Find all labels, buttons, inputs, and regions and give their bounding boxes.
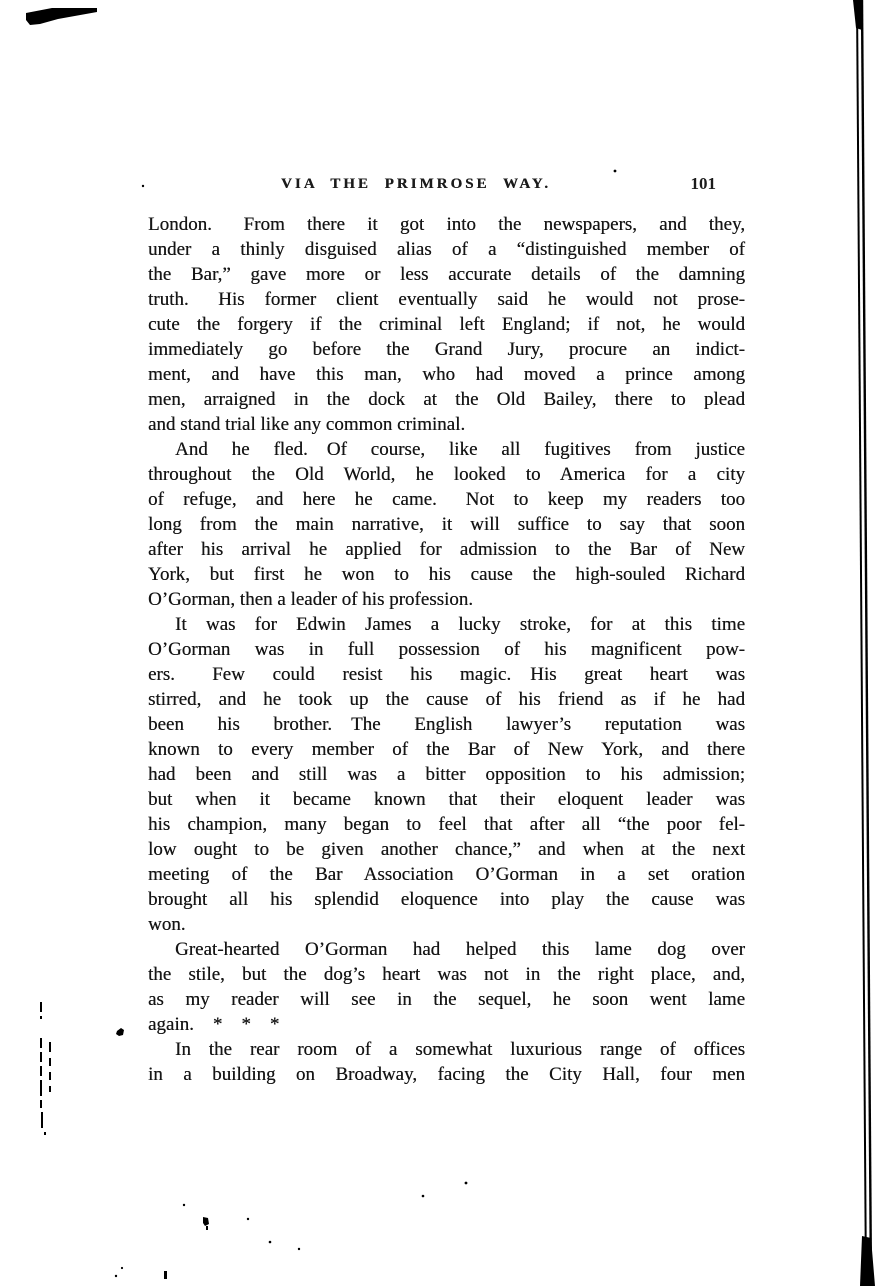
scan-blot-mid-left-icon	[116, 1028, 124, 1036]
text-line: It was for Edwin James a lucky stroke, for at this time	[175, 614, 745, 635]
text-line: throughout the Old World, he looked to America for a city	[148, 464, 745, 485]
text-line: the stile, but the dog’s heart was not in the right place, and,	[148, 964, 745, 985]
text-line: In the rear room of a somewhat luxurious range of offices	[175, 1039, 745, 1060]
text-line: meeting of the Bar Association O’Gorman in a set oration	[148, 864, 745, 885]
text-line: had been and still was a bitter opposition to his admission;	[148, 764, 745, 785]
text-line: stirred, and he took up the cause of his friend as if he had	[148, 689, 745, 710]
page-number: 101	[690, 174, 716, 193]
text-line: and stand trial like any common criminal.	[148, 414, 466, 435]
text-line: in a building on Broadway, facing the City Hall, four men	[148, 1064, 745, 1085]
text-line: his champion, many began to feel that after all “the poor fel-	[148, 814, 745, 835]
running-head	[148, 176, 744, 196]
paragraph	[148, 612, 745, 937]
text-line: O’Gorman, then a leader of his profession.	[148, 589, 474, 610]
text-line: ment, and have this man, who had moved a prince among	[148, 364, 745, 385]
paragraph	[148, 937, 745, 1037]
text-line: immediately go before the Grand Jury, procure an indict-	[148, 339, 745, 360]
text-line: as my reader will see in the sequel, he soon went lame	[148, 989, 745, 1010]
text-line: York, but first he won to his cause the high-souled Richard	[148, 564, 745, 585]
text-line: of refuge, and here he came. Not to keep my readers too	[148, 489, 745, 510]
text-line: again. * * *	[148, 1014, 280, 1035]
text-line: after his arrival he applied for admission to the Bar of New	[148, 539, 745, 560]
scan-marks-left-margin-icon	[40, 1002, 51, 1135]
text-line: O’Gorman was in full possession of his magnificent pow-	[148, 639, 745, 660]
text-line: And he fled. Of course, like all fugitives from justice	[175, 439, 745, 460]
text-line: men, arraigned in the dock at the Old Bailey, there to plead	[148, 389, 745, 410]
text-line: London. From there it got into the newspapers, and they,	[148, 214, 745, 235]
paragraph	[148, 437, 745, 612]
running-title: VIA THE PRIMROSE WAY.	[281, 176, 551, 192]
text-line: truth. His former client eventually said he would not prose-	[148, 289, 745, 310]
text-block	[148, 212, 745, 1087]
text-line: been his brother. The English lawyer’s reputation was	[148, 714, 745, 735]
text-line: the Bar,” gave more or less accurate details of the damning	[148, 264, 745, 285]
text-line: won.	[148, 914, 186, 935]
text-line: long from the main narrative, it will suffice to say that soon	[148, 514, 745, 535]
scan-gutter-lines-right-icon	[853, 0, 875, 1286]
text-line: brought all his splendid eloquence into play the cause was	[148, 889, 745, 910]
text-line: ers. Few could resist his magic. His great heart was	[148, 664, 745, 685]
scan-blot-bottom-icon	[203, 1217, 209, 1230]
text-line: known to every member of the Bar of New York, and there	[148, 739, 745, 760]
text-line: low ought to be given another chance,” and when at the next	[148, 839, 745, 860]
text-line: cute the forgery if the criminal left England; if not, he would	[148, 314, 745, 335]
scan-smudge-top-left-icon	[26, 8, 97, 25]
paragraph	[148, 212, 745, 437]
text-line: Great-hearted O’Gorman had helped this lame dog over	[175, 939, 745, 960]
paragraph	[148, 1037, 745, 1087]
text-line: but when it became known that their eloquent leader was	[148, 789, 745, 810]
text-line: under a thinly disguised alias of a “distinguished member of	[148, 239, 745, 260]
